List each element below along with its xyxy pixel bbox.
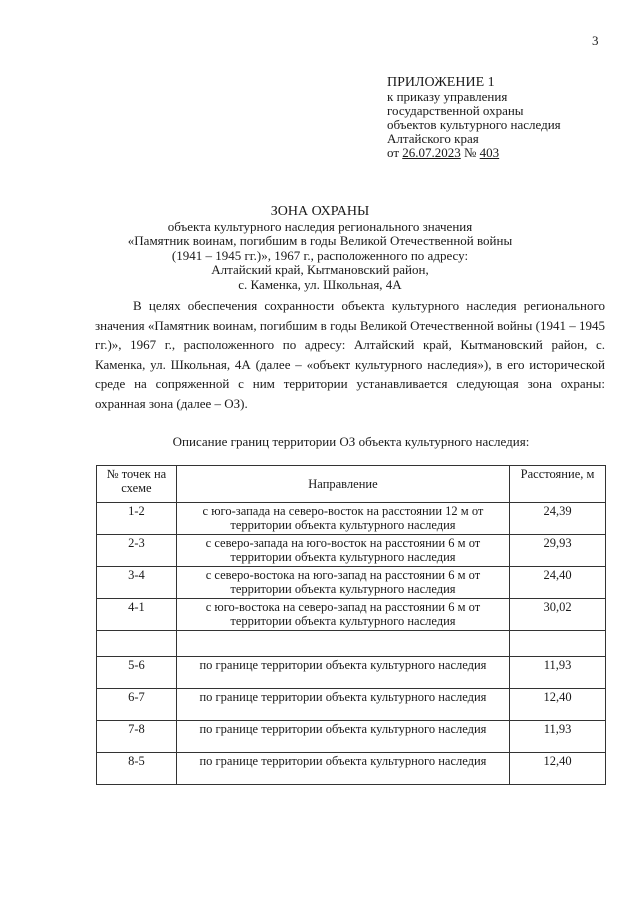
table-row [97, 503, 606, 535]
title-line: Алтайский край, Кытмановский район, [211, 262, 429, 277]
header-distance: Расстояние, м [510, 466, 606, 503]
appendix-block [387, 76, 561, 160]
appendix-date-line [387, 146, 561, 160]
cell-distance: 11,93 [510, 721, 606, 753]
order-number: 403 [479, 145, 500, 160]
number-prefix: № [460, 145, 480, 160]
cell-direction: с северо-запада на юго-восток на расстоянии 6 м от территории объекта культурного наследия [176, 535, 509, 567]
header-points: № точек на схеме [97, 466, 177, 503]
appendix-line: Алтайского края [387, 131, 479, 146]
cell-distance [510, 631, 606, 657]
cell-distance: 12,40 [510, 689, 606, 721]
table-row [97, 721, 606, 753]
cell-distance: 24,40 [510, 567, 606, 599]
cell-distance: 30,02 [510, 599, 606, 631]
cell-direction: с северо-востока на юго-запад на расстоянии 6 м от территории объекта культурного наследия [176, 567, 509, 599]
cell-points [97, 631, 177, 657]
title-line: объекта культурного наследия регионального значения [167, 218, 473, 234]
body-paragraph: В целях обеспечения сохранности объекта культурного наследия регионального значения «Памятник воинам, погибшим в годы Великой Отечественной войны (1941 – 1945 гг.)», 1967 г., расположенного по адресу: Алтайский край, Кытмановский район, с. Каменка, ул. Школьная, 4А (далее – «объект культурного наследия»), в его исторической среде на сопряженной с ним территории устанавливается следующая зона охраны: охранная зона (далее – ОЗ). [95, 298, 605, 411]
cell-distance: 29,93 [510, 535, 606, 567]
cell-distance: 24,39 [510, 503, 606, 535]
cell-direction: по границе территории объекта культурного наследия [176, 689, 509, 721]
cell-direction [176, 631, 509, 657]
appendix-line: объектов культурного наследия [387, 117, 561, 132]
cell-points: 2-3 [97, 535, 177, 567]
title-line: «Памятник воинам, погибшим в годы Великой Отечественной войны [127, 233, 513, 248]
table-header-row [97, 466, 606, 503]
table-row [97, 657, 606, 689]
cell-distance: 11,93 [510, 657, 606, 689]
cell-direction: с юго-запада на северо-восток на расстоянии 12 м от территории объекта культурного наследия [176, 503, 509, 535]
title-line: (1941 – 1945 гг.)», 1967 г., расположенного по адресу: [171, 247, 469, 263]
title-main: ЗОНА ОХРАНЫ [270, 204, 370, 219]
table-row-empty [97, 631, 606, 657]
cell-points: 7-8 [97, 721, 177, 753]
appendix-line: к приказу управления [387, 89, 508, 104]
cell-points: 6-7 [97, 689, 177, 721]
cell-points: 1-2 [97, 503, 177, 535]
page-number: 3 [592, 33, 599, 48]
cell-points: 5-6 [97, 657, 177, 689]
appendix-line: государственной охраны [387, 103, 524, 118]
document-title [100, 205, 540, 292]
table-row [97, 535, 606, 567]
cell-direction: с юго-востока на северо-запад на расстоянии 6 м от территории объекта культурного наследия [176, 599, 509, 631]
cell-points: 3-4 [97, 567, 177, 599]
cell-points: 8-5 [97, 753, 177, 785]
date-prefix: от [387, 145, 403, 160]
table-caption: Описание границ территории ОЗ объекта культурного наследия: [172, 434, 530, 449]
table-row [97, 753, 606, 785]
cell-direction: по границе территории объекта культурного наследия [176, 657, 509, 689]
table-row [97, 567, 606, 599]
header-direction: Направление [176, 466, 509, 503]
cell-direction: по границе территории объекта культурного наследия [176, 753, 509, 785]
title-line: с. Каменка, ул. Школьная, 4А [238, 276, 402, 292]
order-date: 26.07.2023 [402, 145, 461, 160]
cell-distance: 12,40 [510, 753, 606, 785]
table-row [97, 599, 606, 631]
boundaries-table [96, 465, 606, 785]
table-row [97, 689, 606, 721]
cell-points: 4-1 [97, 599, 177, 631]
cell-direction: по границе территории объекта культурного наследия [176, 721, 509, 753]
appendix-heading: ПРИЛОЖЕНИЕ 1 [387, 75, 495, 90]
